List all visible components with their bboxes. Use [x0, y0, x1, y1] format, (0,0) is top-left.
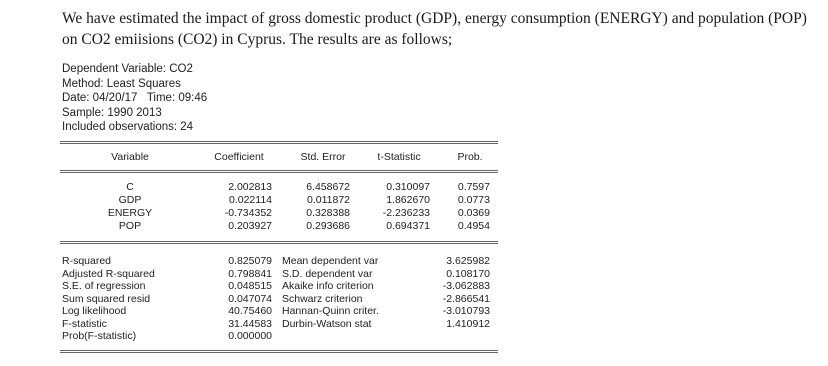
summary-stat-row	[60, 280, 498, 293]
header-rule	[60, 170, 498, 171]
stat-label: Prob(F-statistic)	[62, 330, 137, 342]
coefficient-value: 2.002813	[228, 181, 272, 193]
header-t-statistic: t-Statistic	[377, 151, 421, 163]
stat-label: Mean dependent var	[282, 255, 379, 267]
regression-metadata	[62, 62, 207, 135]
coefficient-row	[60, 207, 498, 220]
coefficient-row	[60, 220, 498, 233]
stat-value: 0.825079	[228, 255, 272, 267]
coefficients-bottom-rule-double	[60, 243, 498, 244]
variable-name: C	[126, 181, 134, 193]
coefficient-value: 0.203927	[228, 220, 272, 232]
table-top-rule	[60, 141, 498, 142]
stat-value: 0.048515	[228, 280, 272, 292]
std-error-value: 0.293686	[306, 220, 350, 232]
std-error-value: 6.458672	[306, 181, 350, 193]
prob-value: 0.7597	[457, 181, 490, 193]
t-statistic-value: 0.694371	[386, 220, 430, 232]
stat-label: Akaike info criterion	[282, 280, 374, 292]
summary-stat-row	[60, 255, 498, 268]
stat-label: S.E. of regression	[62, 280, 146, 292]
stat-value: 31.44583	[228, 317, 272, 330]
coefficient-value: -0.734352	[224, 207, 272, 219]
t-statistic-value: 1.862670	[386, 194, 430, 206]
header-prob: Prob.	[457, 151, 483, 163]
stat-value: 3.625982	[446, 255, 490, 267]
stat-label: R-squared	[62, 255, 112, 267]
stat-value: 40.75460	[228, 305, 272, 317]
stat-label: Sum squared resid	[62, 292, 151, 305]
table-bottom-rule-double	[60, 352, 498, 353]
std-error-value: 0.011872	[306, 194, 350, 206]
header-variable: Variable	[111, 151, 149, 163]
coefficients-bottom-rule	[60, 241, 498, 242]
stat-value: -3.010793	[442, 305, 490, 317]
stat-value: 1.410912	[446, 317, 490, 330]
stat-label: Schwarz criterion	[282, 292, 363, 305]
coefficient-value: 0.022114	[228, 194, 272, 206]
t-statistic-value: -2.236233	[382, 207, 430, 219]
stat-value: -3.062883	[442, 280, 490, 292]
sample-line: Sample: 1990 2013	[62, 106, 162, 119]
stat-label: S.D. dependent var	[282, 267, 373, 280]
variable-name: POP	[118, 220, 142, 232]
summary-stat-row	[60, 268, 498, 281]
observations-line: Included observations: 24	[62, 121, 194, 134]
stat-value: 0.000000	[228, 330, 272, 342]
summary-stat-row	[60, 330, 498, 343]
std-error-value: 0.328388	[306, 207, 350, 219]
table-bottom-rule	[60, 350, 498, 351]
prob-value: 0.0773	[457, 194, 490, 206]
stat-value: 0.047074	[228, 292, 272, 305]
summary-stat-row	[60, 318, 498, 331]
coefficient-row	[60, 181, 498, 194]
stat-value: 0.798841	[228, 267, 272, 280]
stat-label: F-statistic	[62, 317, 107, 330]
variable-name: ENERGY	[107, 207, 153, 219]
stat-value: -2.866541	[442, 292, 490, 305]
dependent-variable-line: Dependent Variable: CO2	[62, 63, 193, 75]
coefficient-row	[60, 194, 498, 207]
header-coefficient: Coefficient	[214, 151, 264, 163]
prob-value: 0.4954	[457, 220, 490, 232]
stat-label: Hannan-Quinn criter.	[282, 305, 379, 317]
intro-paragraph: We have estimated the impact of gross domestic product (GDP), energy consumption (ENERGY) and population (POP) on CO2 emiisions (CO2) in Cyprus. The results are as follows;	[62, 10, 807, 48]
table-top-rule-double	[60, 143, 498, 144]
stat-value: 0.108170	[446, 267, 490, 280]
variable-name: GDP	[118, 194, 142, 206]
t-statistic-value: 0.310097	[386, 181, 430, 193]
stat-label: Adjusted R-squared	[62, 267, 155, 280]
method-line: Method: Least Squares	[62, 77, 181, 90]
header-std-error: Std. Error	[300, 151, 346, 163]
stat-label: Durbin-Watson stat	[282, 317, 372, 330]
header-rule-double	[60, 172, 498, 173]
summary-stat-row	[60, 293, 498, 306]
summary-stat-row	[60, 305, 498, 318]
stat-label: Log likelihood	[62, 305, 127, 317]
prob-value: 0.0369	[457, 207, 490, 219]
date-time-line: Date: 04/20/17 Time: 09:46	[62, 92, 208, 105]
